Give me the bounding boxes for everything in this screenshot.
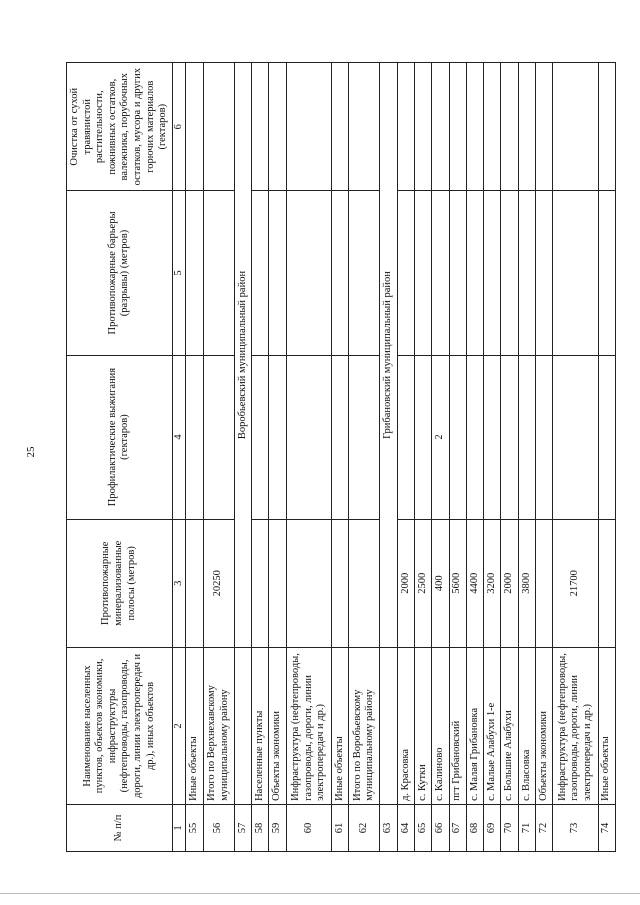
row-spacer <box>234 647 251 804</box>
table-row <box>432 63 449 852</box>
header-cleanup: Очистка от сухой травянистой растительности, пожнивных остатков, валежника, порубочных остатков, мусора и других горючих материалов (гектаров) <box>67 63 173 191</box>
barriers-value <box>415 191 432 355</box>
table-body <box>186 63 616 852</box>
mineral-strips-value: 3800 <box>518 519 535 647</box>
cleanup-value <box>598 63 616 191</box>
mineral-strips-value: 2000 <box>397 519 414 647</box>
mineral-strips-value: 20250 <box>203 519 234 647</box>
table-row <box>536 63 553 852</box>
row-number: 65 <box>415 804 432 851</box>
burning-value <box>286 355 331 519</box>
burning-value <box>349 355 380 519</box>
row-number: 73 <box>553 804 598 851</box>
table-row <box>349 63 380 852</box>
burning-value <box>252 355 269 519</box>
barriers-value <box>484 191 501 355</box>
column-number: 1 <box>172 804 186 851</box>
cleanup-value <box>466 63 483 191</box>
cleanup-value <box>186 63 203 191</box>
barriers-value <box>252 191 269 355</box>
row-name: с. Власовка <box>518 647 535 804</box>
cleanup-value <box>349 63 380 191</box>
row-number: 70 <box>501 804 518 851</box>
group-label: Воробьевский муниципальный район <box>234 63 251 648</box>
barriers-value <box>269 191 286 355</box>
cleanup-value <box>553 63 598 191</box>
burning-value <box>449 355 466 519</box>
rotated-table-frame <box>66 62 616 852</box>
row-number: 69 <box>484 804 501 851</box>
mineral-strips-value <box>331 519 348 647</box>
row-name: д. Красовка <box>397 647 414 804</box>
mineral-strips-value <box>536 519 553 647</box>
row-name: Иные объекты <box>186 647 203 804</box>
row-name: Иные объекты <box>598 647 616 804</box>
row-number: 58 <box>252 804 269 851</box>
table-row <box>466 63 483 852</box>
mineral-strips-value: 400 <box>432 519 449 647</box>
table-container <box>66 62 616 852</box>
row-number: 55 <box>186 804 203 851</box>
burning-value <box>186 355 203 519</box>
burning-value <box>518 355 535 519</box>
mineral-strips-value <box>252 519 269 647</box>
row-name: с. Большие Алабухи <box>501 647 518 804</box>
burning-value <box>415 355 432 519</box>
row-number: 62 <box>349 804 380 851</box>
cleanup-value <box>518 63 535 191</box>
mineral-strips-value: 4400 <box>466 519 483 647</box>
mineral-strips-value <box>286 519 331 647</box>
burning-value <box>397 355 414 519</box>
row-number: 74 <box>598 804 616 851</box>
barriers-value <box>553 191 598 355</box>
bottom-rule <box>0 893 640 894</box>
barriers-value <box>466 191 483 355</box>
cleanup-value <box>432 63 449 191</box>
column-number: 3 <box>172 519 186 647</box>
mineral-strips-value: 2000 <box>501 519 518 647</box>
cleanup-value <box>536 63 553 191</box>
header-mineral-strips: Противопожарные минерализованные полосы (метров) <box>67 519 173 647</box>
mineral-strips-value <box>269 519 286 647</box>
barriers-value <box>536 191 553 355</box>
table-row <box>186 63 203 852</box>
table-row <box>415 63 432 852</box>
barriers-value <box>449 191 466 355</box>
row-number: 60 <box>286 804 331 851</box>
row-number: 72 <box>536 804 553 851</box>
row-number: 57 <box>234 804 251 851</box>
cleanup-value <box>331 63 348 191</box>
cleanup-value <box>484 63 501 191</box>
group-label: Грибановский муниципальный район <box>380 63 397 648</box>
mineral-strips-value: 3200 <box>484 519 501 647</box>
cleanup-value <box>269 63 286 191</box>
mineral-strips-value: 21700 <box>553 519 598 647</box>
table-row <box>331 63 348 852</box>
row-number: 63 <box>380 804 397 851</box>
table-row <box>598 63 616 852</box>
row-name: Инфраструктура (нефтепроводы, газопроводы, дороги, линии электропередач и др.) <box>553 647 598 804</box>
burning-value <box>331 355 348 519</box>
barriers-value <box>203 191 234 355</box>
column-number-row <box>172 63 186 852</box>
burning-value <box>598 355 616 519</box>
burning-value <box>484 355 501 519</box>
row-number: 64 <box>397 804 414 851</box>
burning-value <box>466 355 483 519</box>
burning-value <box>501 355 518 519</box>
table-row <box>397 63 414 852</box>
mineral-strips-value: 2500 <box>415 519 432 647</box>
row-name: с. Калиново <box>432 647 449 804</box>
row-name: пгт Грибановский <box>449 647 466 804</box>
mineral-strips-value <box>598 519 616 647</box>
group-row <box>380 63 397 852</box>
cleanup-value <box>286 63 331 191</box>
row-name: с. Кутки <box>415 647 432 804</box>
row-name: с. Малые Алабухи 1-е <box>484 647 501 804</box>
table-row <box>269 63 286 852</box>
row-number: 68 <box>466 804 483 851</box>
header-burning: Профилактические выжигания (гектаров) <box>67 355 173 519</box>
mineral-strips-value <box>186 519 203 647</box>
row-number: 71 <box>518 804 535 851</box>
row-name: с. Малая Грибановка <box>466 647 483 804</box>
barriers-value <box>349 191 380 355</box>
table-row <box>449 63 466 852</box>
cleanup-value <box>415 63 432 191</box>
cleanup-value <box>203 63 234 191</box>
row-number: 67 <box>449 804 466 851</box>
table-row <box>553 63 598 852</box>
cleanup-value <box>449 63 466 191</box>
fire-safety-table <box>66 62 616 852</box>
header-no: № п/п <box>67 804 173 851</box>
column-number: 5 <box>172 191 186 355</box>
row-number: 61 <box>331 804 348 851</box>
cleanup-value <box>397 63 414 191</box>
row-name: Иные объекты <box>331 647 348 804</box>
row-name: Объекты экономики <box>536 647 553 804</box>
burning-value <box>203 355 234 519</box>
mineral-strips-value <box>349 519 380 647</box>
table-row <box>518 63 535 852</box>
table-row <box>203 63 234 852</box>
column-number: 6 <box>172 63 186 191</box>
cleanup-value <box>501 63 518 191</box>
barriers-value <box>286 191 331 355</box>
row-name: Инфраструктура (нефтепроводы, газопроводы, дороги, линии электропередач и др.) <box>286 647 331 804</box>
group-row <box>234 63 251 852</box>
row-spacer <box>380 647 397 804</box>
table-row <box>286 63 331 852</box>
burning-value <box>553 355 598 519</box>
barriers-value <box>598 191 616 355</box>
table-row <box>501 63 518 852</box>
header-barriers: Противопожарные барьеры (разрывы) (метров) <box>67 191 173 355</box>
barriers-value <box>518 191 535 355</box>
row-number: 59 <box>269 804 286 851</box>
row-number: 66 <box>432 804 449 851</box>
column-number: 2 <box>172 647 186 804</box>
cleanup-value <box>252 63 269 191</box>
header-name: Наименование населенных пунктов, объектов экономики, инфраструктуры (нефтепроводы, газопроводы, дороги, линии электропередач и др.), иных объектов <box>67 647 173 804</box>
barriers-value <box>397 191 414 355</box>
row-name: Объекты экономики <box>269 647 286 804</box>
column-number: 4 <box>172 355 186 519</box>
table-row <box>252 63 269 852</box>
header-row <box>67 63 173 852</box>
row-number: 56 <box>203 804 234 851</box>
barriers-value <box>186 191 203 355</box>
page-number: 25 <box>25 446 37 458</box>
burning-value <box>269 355 286 519</box>
row-name: Населенные пункты <box>252 647 269 804</box>
row-name: Итого по Воробьевскому муниципальному району <box>349 647 380 804</box>
burning-value: 2 <box>432 355 449 519</box>
barriers-value <box>501 191 518 355</box>
barriers-value <box>331 191 348 355</box>
row-name: Итого по Верхнехавскому муниципальному району <box>203 647 234 804</box>
burning-value <box>536 355 553 519</box>
table-row <box>484 63 501 852</box>
mineral-strips-value: 5600 <box>449 519 466 647</box>
barriers-value <box>432 191 449 355</box>
